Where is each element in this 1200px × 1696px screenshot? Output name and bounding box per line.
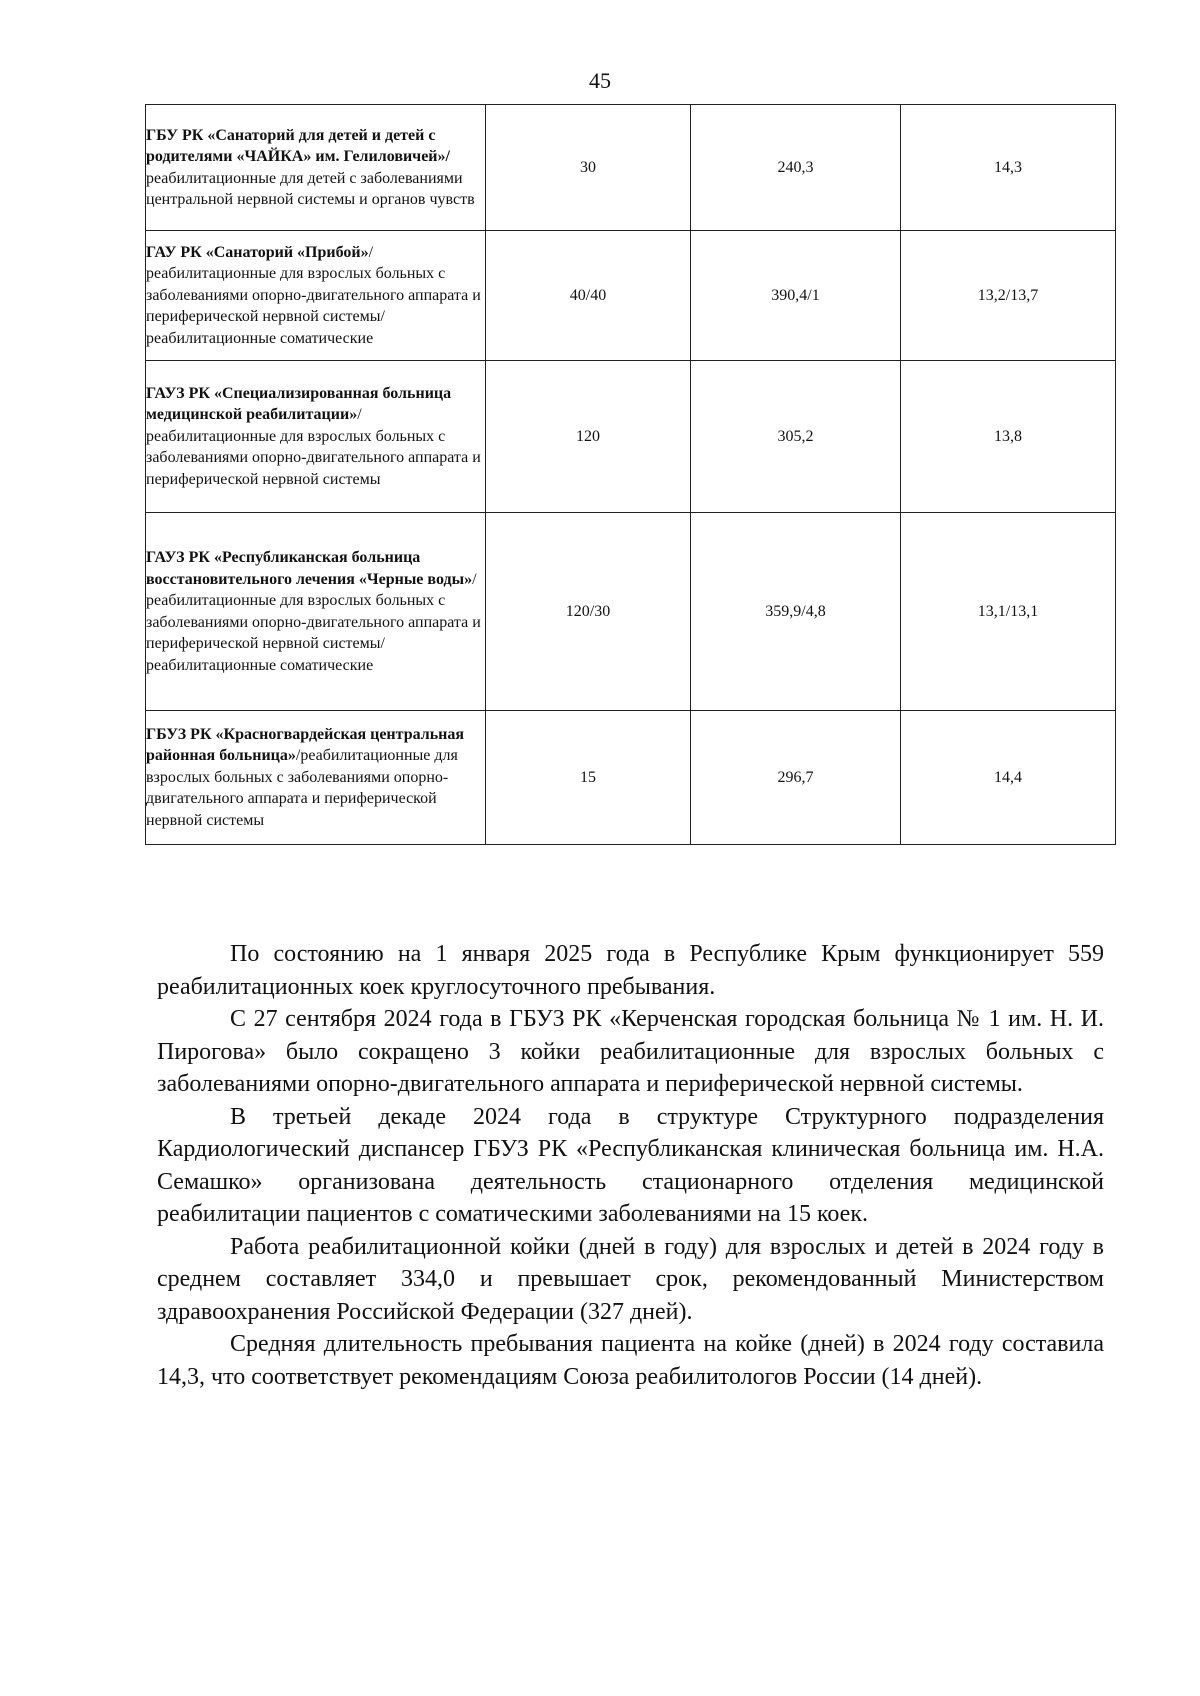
beds-count-cell: 15 (486, 711, 691, 845)
bed-work-cell: 390,4/1 (691, 231, 901, 361)
average-stay-cell: 13,1/13,1 (901, 513, 1116, 711)
beds-count-cell: 120 (486, 361, 691, 513)
beds-count-cell: 40/40 (486, 231, 691, 361)
bed-work-cell: 296,7 (691, 711, 901, 845)
table-row (146, 513, 1116, 711)
institution-cell (146, 513, 486, 711)
bed-work-cell: 359,9/4,8 (691, 513, 901, 711)
page-number: 45 (589, 68, 611, 93)
paragraph: С 27 сентября 2024 года в ГБУЗ РК «Керченская городская больница № 1 им. Н. И. Пирогова» было сокращено 3 койки реабилитационные для взрослых больных с заболеваниями опорно-двигательного аппарата и периферической нервной системы. (157, 1006, 1104, 1097)
institution-name: ГАУ РК «Санаторий «Прибой» (146, 243, 369, 261)
paragraph: По состоянию на 1 января 2025 года в Республике Крым функционирует 559 реабилитационных коек круглосуточного пребывания. (157, 941, 1104, 1000)
beds-count-cell: 120/30 (486, 513, 691, 711)
body-text (157, 938, 1104, 1393)
institution-profile: /реабилитационные для взрослых больных с заболеваниями опорно-двигательного аппарата и периферической нервной системы/реабилитационные соматические (146, 570, 481, 674)
paragraph: В третьей декаде 2024 года в структуре Структурного подразделения Кардиологический диспансер ГБУЗ РК «Республиканская клиническая больница им. Н.А. Семашко» организована деятельность стационарного отделения медицинской реабилитации пациентов с соматическими заболеваниями на 15 коек. (157, 1103, 1104, 1227)
institution-profile: /реабилитационные для взрослых больных с заболеваниями опорно-двигательного аппарата и периферической нервной системы (146, 747, 458, 829)
institution-name: ГБУ РК «Санаторий для детей и детей с родителями «ЧАЙКА» им. Гелиловичей»/ (146, 126, 450, 165)
institution-cell (146, 231, 486, 361)
table-row (146, 361, 1116, 513)
average-stay-cell: 14,4 (901, 711, 1116, 845)
beds-count-cell: 30 (486, 105, 691, 231)
average-stay-cell: 14,3 (901, 105, 1116, 231)
institution-cell (146, 711, 486, 845)
table-row (146, 231, 1116, 361)
institution-profile: /реабилитационные для взрослых больных с заболеваниями опорно-двигательного аппарата и периферической нервной системы (146, 406, 481, 488)
table-row (146, 711, 1116, 845)
bed-work-cell: 305,2 (691, 361, 901, 513)
institution-name: ГАУЗ РК «Республиканская больница восстановительного лечения «Черные воды» (146, 549, 473, 588)
table-row (146, 105, 1116, 231)
bed-work-cell: 240,3 (691, 105, 901, 231)
institution-name: ГБУЗ РК «Красногвардейская центральная районная больница» (146, 725, 465, 765)
institution-cell (146, 105, 486, 231)
institution-profile: реабилитационные для детей с заболеваниями центральной нервной системы и органов чувств (146, 169, 475, 208)
institution-cell (146, 361, 486, 513)
average-stay-cell: 13,8 (901, 361, 1116, 513)
paragraph: Средняя длительность пребывания пациента на койке (дней) в 2024 году составила 14,3, что соответствует рекомендациям Союза реабилитологов России (14 дней). (157, 1331, 1104, 1390)
institution-profile: /реабилитационные для взрослых больных с заболеваниями опорно-двигательного аппарата и периферической нервной системы/ реабилитационные соматические (146, 243, 481, 347)
institution-name: ГАУЗ РК «Специализированная больница медицинской реабилитации» (146, 384, 452, 424)
average-stay-cell: 13,2/13,7 (901, 231, 1116, 361)
paragraph: Работа реабилитационной койки (дней в году) для взрослых и детей в 2024 году в среднем составляет 334,0 и превышает срок, рекомендованный Министерством здравоохранения Российской Федерации (327 дней). (157, 1233, 1104, 1325)
rehabilitation-beds-table (145, 104, 1116, 845)
